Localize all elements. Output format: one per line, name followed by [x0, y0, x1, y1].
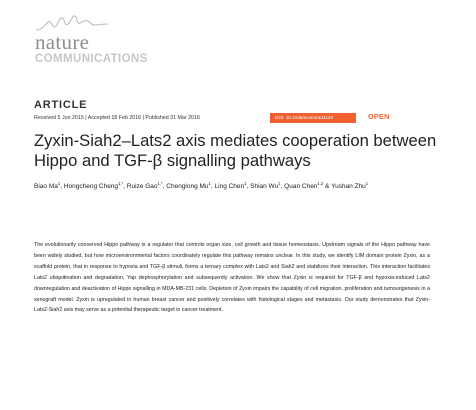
author-affiliation: 1,* [157, 181, 163, 186]
author-separator: , [280, 183, 285, 190]
author-separator: , [123, 183, 127, 190]
author-affiliation: 1 [278, 181, 281, 186]
abstract-text: The evolutionarily conserved Hippo pathway is a regulator that controls organ size, cell growth and tissue homeostasis. Upstream signals of the Hippo pathway have been widely studied, but how microenvironmental factors coordinately regulate this pathway remains unclear. In this study, we identify LIM domain protein Zyxin, as a scaffold protein, that in response to hypoxia and TGF-β stimuli, forms a ternary complex with Lats2 and Siah2 and stabilizes their interaction. This interaction facilitates Lats2 ubiquitination and degradation, Yap dephosphorylation and subsequently activation. We show that Zyxin is required for TGF-β and hypoxia-induced Lats2 downregulation and deactivation of Hippo signalling in MDA-MB-231 cells. Depletion of Zyxin impairs the capability of cell migration, proliferation and tumourigenesis in a xenograft model. Zyxin is upregulated in human breast cancer and positively correlates with histological stages and metastasis. Our study demonstrates that Zyxin-Lats2-Siah2 axis may serve as a potential therapeutic target in cancer treatment. [34, 242, 430, 314]
author-name[interactable]: Biao Ma [34, 183, 58, 190]
author-affiliation: 1 [244, 181, 247, 186]
author-affiliation: 1 [208, 181, 211, 186]
journal-name-communications: COMMUNICATIONS [35, 53, 148, 65]
author-name[interactable]: Quan Chen [284, 183, 318, 190]
author-name[interactable]: Shian Wu [250, 183, 279, 190]
author-separator: , [210, 183, 215, 190]
publication-dates: Received 5 Jun 2015 | Accepted 18 Feb 2016 | Published 31 Mar 2016 [34, 115, 200, 121]
author-separator: & [323, 183, 332, 190]
author-name[interactable]: Yushan Zhu [331, 183, 366, 190]
author-name[interactable]: Chenglong Mu [166, 183, 209, 190]
author-affiliation: 1,* [118, 181, 124, 186]
author-affiliation: 1,2 [317, 181, 324, 186]
author-list [34, 180, 454, 193]
author-affiliation: 1 [365, 181, 369, 186]
author-affiliation: 1 [57, 181, 61, 186]
author-separator: , [60, 183, 64, 190]
author-separator: , [162, 183, 167, 190]
article-title: Zyxin-Siah2–Lats2 axis mediates cooperation between Hippo and TGF-β signalling pathways [34, 131, 437, 170]
article-type-label: ARTICLE [34, 99, 88, 111]
author-name[interactable]: Hongcheng Cheng [63, 183, 119, 190]
author-name[interactable]: Ling Chen [214, 183, 245, 190]
journal-logo [34, 12, 154, 72]
journal-name-nature: nature [35, 30, 90, 54]
open-access-label: OPEN [368, 112, 390, 121]
author-name[interactable]: Ruize Gao [126, 183, 158, 190]
author-separator: , [246, 183, 251, 190]
doi-badge[interactable]: DOI: 10.1038/ncomms11123 [270, 113, 356, 123]
